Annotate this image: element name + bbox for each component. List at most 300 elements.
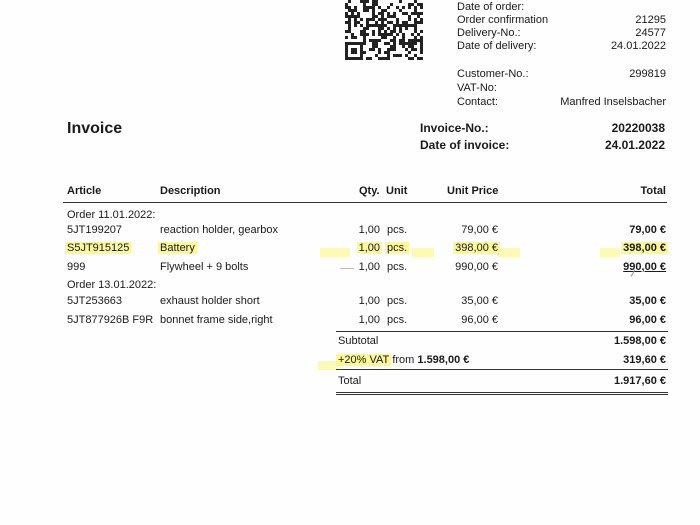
qr-module [363, 36, 366, 39]
qr-module [363, 27, 366, 30]
qr-module [420, 21, 423, 24]
qr-module [375, 0, 378, 3]
qr-module [399, 27, 402, 30]
subtotal-value: 1.598,00 € [614, 335, 666, 347]
qr-module [369, 57, 372, 60]
qr-module [414, 39, 417, 42]
qr-module [345, 30, 348, 33]
delivery-no-value: 24577 [635, 27, 666, 39]
article-cell: 999 [67, 261, 86, 273]
qr-module [405, 42, 408, 45]
qr-module [393, 30, 396, 33]
qr-module [375, 54, 378, 57]
qr-module [378, 39, 381, 42]
highlight-stroke [320, 248, 350, 257]
qty-cell: 1,00 [358, 261, 380, 273]
qr-module [354, 6, 357, 9]
qr-module [372, 33, 375, 36]
unit-cell: pcs. [387, 261, 408, 273]
qr-module [420, 39, 423, 42]
unit-price-cell [455, 242, 498, 254]
vat-rate: +20% VAT [338, 354, 390, 366]
qr-module [402, 24, 405, 27]
qr-module [405, 54, 408, 57]
unit-price-cell: 79,00 € [461, 224, 498, 236]
vat-no-label: VAT-No: [457, 82, 497, 94]
qr-module [414, 12, 417, 15]
qr-module [390, 3, 393, 6]
qr-module [420, 30, 423, 33]
col-header-article: Article [67, 185, 102, 197]
qr-module [393, 42, 396, 45]
qr-module [369, 24, 372, 27]
qr-module [378, 33, 381, 36]
qr-module [414, 18, 417, 21]
qr-module [384, 18, 387, 21]
qr-module [360, 18, 363, 21]
qr-module [393, 45, 396, 48]
contact-label: Contact: [457, 96, 498, 108]
qr-module [345, 15, 348, 18]
order-confirmation-value: 21295 [635, 14, 666, 26]
qr-module [420, 48, 423, 51]
qr-module [363, 6, 366, 9]
qr-module [408, 45, 411, 48]
qr-module [354, 18, 357, 21]
qr-module [417, 57, 420, 60]
qr-module [405, 27, 408, 30]
qr-module [399, 54, 402, 57]
qr-module [363, 9, 366, 12]
date-of-delivery-value: 24.01.2022 [610, 40, 666, 52]
qr-module [378, 12, 381, 15]
total-cell: 79,00 € [629, 224, 666, 236]
total-highlight: 398,00 € [623, 242, 666, 254]
order-group-label: Order 13.01.2022: [67, 279, 157, 291]
qr-module [414, 48, 417, 51]
unit-price-cell: 35,00 € [461, 295, 498, 307]
qr-module [393, 12, 396, 15]
qr-module [363, 42, 366, 45]
qr-module [408, 39, 411, 42]
col-header-total: Total [640, 185, 666, 197]
qr-module [408, 3, 411, 6]
qr-module [420, 42, 423, 45]
invoice-date-label: Date of invoice: [420, 138, 510, 152]
vat-label [338, 354, 469, 366]
qr-module [372, 30, 375, 33]
qr-module [363, 30, 366, 33]
qty-cell: 1,00 [358, 314, 380, 326]
qr-module [363, 33, 366, 36]
qr-module [417, 39, 420, 42]
qr-module [387, 27, 390, 30]
qr-module [381, 57, 384, 60]
order-confirmation-label: Order confirmation [457, 14, 549, 26]
vat-divider [336, 369, 668, 370]
qr-module [402, 42, 405, 45]
customer-no-value: 299819 [629, 68, 666, 80]
qr-module [399, 24, 402, 27]
qr-module [396, 21, 399, 24]
qr-module [372, 3, 375, 6]
qr-module [420, 3, 423, 6]
qr-module [351, 48, 357, 54]
total-cell: 96,00 € [629, 314, 666, 326]
qr-module [348, 21, 351, 24]
highlight-stroke [318, 361, 338, 370]
description-cell: exhaust holder short [160, 295, 260, 307]
qr-module [348, 9, 351, 12]
article-cell: 5JT877926B F9R [67, 314, 154, 326]
qr-module [390, 45, 393, 48]
qr-module [351, 12, 354, 15]
qr-module [363, 3, 366, 6]
qr-module [384, 36, 387, 39]
col-header-unit-price: Unit Price [447, 185, 499, 197]
qr-code [345, 0, 423, 60]
qr-module [378, 6, 381, 9]
qr-module [351, 15, 354, 18]
qr-module [411, 3, 414, 6]
qr-module [384, 9, 387, 12]
description-cell: Flywheel + 9 bolts [160, 261, 249, 273]
qr-module [390, 21, 393, 24]
qr-module [384, 42, 387, 45]
qty-highlight: 1,00 [358, 242, 380, 254]
total-double-divider [336, 394, 668, 395]
date-of-order-label: Date of order: [457, 1, 525, 13]
qr-module [390, 30, 393, 33]
unit-cell [387, 242, 407, 254]
unit-price-cell: 990,00 € [455, 261, 498, 273]
qr-module [417, 21, 420, 24]
qr-module [378, 24, 381, 27]
qr-module [393, 36, 396, 39]
qr-module [366, 27, 369, 30]
total-divider [336, 392, 668, 393]
qr-module [381, 9, 384, 12]
qr-module [381, 12, 384, 15]
qr-module [369, 18, 372, 21]
qr-module [420, 36, 423, 39]
qr-module [345, 3, 348, 6]
highlight-stroke [412, 248, 434, 257]
qty-cell: 1,00 [358, 295, 380, 307]
qr-module [408, 24, 411, 27]
qr-module [417, 15, 420, 18]
qr-module [414, 6, 417, 9]
qr-module [366, 9, 369, 12]
qr-module [387, 6, 390, 9]
qr-module [402, 39, 405, 42]
grand-total-value: 1.917,60 € [614, 375, 666, 387]
qr-module [414, 24, 417, 27]
qty-cell: 1,00 [358, 224, 380, 236]
qr-module [348, 6, 351, 9]
qr-module [381, 21, 384, 24]
qr-module [375, 24, 378, 27]
qr-module [393, 48, 396, 51]
qr-module [396, 24, 399, 27]
qr-module [387, 54, 390, 57]
qr-module [396, 33, 399, 36]
qr-module [408, 6, 411, 9]
col-header-unit: Unit [386, 185, 408, 197]
qr-module [402, 12, 405, 15]
unit-price-highlight: 398,00 € [455, 242, 498, 254]
qr-module [366, 57, 369, 60]
qr-module [411, 33, 414, 36]
qr-module [372, 24, 375, 27]
qr-module [357, 21, 360, 24]
qr-module [363, 0, 366, 3]
total-cell [623, 242, 666, 254]
vat-value: 319,60 € [623, 354, 666, 366]
article-cell: 5JT199207 [67, 224, 123, 236]
total-cell: 990,00 € [623, 261, 666, 273]
qr-module [411, 57, 414, 60]
qr-module [402, 6, 405, 9]
description-cell [160, 242, 195, 254]
delivery-no-label: Delivery-No.: [457, 27, 521, 39]
qr-module [366, 18, 369, 21]
qr-module [405, 21, 408, 24]
qr-module [393, 27, 396, 30]
qr-module [375, 15, 378, 18]
unit-cell: pcs. [387, 295, 408, 307]
article-cell [67, 242, 129, 254]
qr-module [372, 18, 375, 21]
qr-module [402, 33, 405, 36]
subtotal-label: Subtotal [338, 335, 379, 347]
qr-module [348, 30, 351, 33]
qr-module [375, 39, 378, 42]
qr-module [378, 51, 381, 54]
highlight-stroke [600, 248, 620, 257]
unit-cell: pcs. [387, 224, 408, 236]
qr-module [396, 54, 399, 57]
unit-cell: pcs. [387, 314, 408, 326]
qr-module [381, 27, 384, 30]
qr-module [417, 33, 420, 36]
qr-module [417, 12, 420, 15]
qr-module [399, 39, 402, 42]
qr-module [387, 12, 390, 15]
qr-module [414, 54, 417, 57]
qr-module [411, 12, 414, 15]
description-highlight: Battery [160, 242, 195, 254]
qr-module [408, 42, 411, 45]
qr-module [348, 15, 351, 18]
qr-module [345, 21, 348, 24]
highlight-stroke [498, 248, 520, 257]
qr-module [372, 39, 375, 42]
qr-module [348, 27, 351, 30]
qr-module [381, 33, 384, 36]
qr-module [348, 18, 351, 21]
qr-module [414, 27, 417, 30]
qr-module [411, 42, 414, 45]
qr-module [360, 0, 363, 3]
col-header-description: Description [160, 185, 221, 197]
summary-divider [336, 331, 668, 332]
total-label: Total [338, 375, 362, 387]
qr-module [381, 15, 384, 18]
qr-module [414, 0, 417, 3]
qr-module [414, 42, 417, 45]
qty-cell [359, 242, 380, 254]
qr-module [372, 15, 375, 18]
qr-module [381, 18, 384, 21]
qr-module [354, 15, 357, 18]
qr-module [396, 18, 399, 21]
qr-module [384, 57, 387, 60]
qr-module [345, 12, 348, 15]
qr-module [420, 45, 423, 48]
qr-module [387, 42, 390, 45]
unit-price-cell: 96,00 € [461, 314, 498, 326]
qr-module [363, 51, 366, 54]
qr-module [393, 39, 396, 42]
qr-module [378, 30, 381, 33]
qr-module [351, 9, 354, 12]
qr-module [408, 15, 411, 18]
unit-highlight: pcs. [387, 242, 408, 254]
qr-module [372, 12, 375, 15]
qr-module [393, 54, 396, 57]
header-divider [63, 202, 667, 203]
qr-module [372, 45, 375, 48]
qr-module [396, 6, 399, 9]
qr-module [414, 21, 417, 24]
qr-module [372, 6, 375, 9]
qr-module [378, 27, 381, 30]
qr-module [375, 3, 378, 6]
qr-module [345, 36, 348, 39]
article-cell: 5JT253663 [67, 295, 123, 307]
description-cell: bonnet frame side,right [160, 314, 273, 326]
qr-module [354, 24, 357, 27]
qr-module [420, 18, 423, 21]
qr-module [363, 39, 366, 42]
qr-module [348, 0, 351, 3]
invoice-date-value: 24.01.2022 [604, 138, 665, 152]
qr-module [387, 33, 390, 36]
pen-mark [340, 268, 354, 269]
qr-module [402, 36, 405, 39]
qr-module [405, 48, 408, 51]
page-title: Invoice [67, 120, 123, 137]
contact-value: Manfred Inselsbacher [560, 96, 666, 108]
qr-module [372, 42, 375, 45]
qr-module [408, 18, 411, 21]
qr-module [351, 36, 354, 39]
qr-module [372, 0, 375, 3]
vat-from-text: from [389, 354, 418, 366]
qr-module [375, 45, 378, 48]
qr-module [411, 48, 414, 51]
qr-module [351, 33, 354, 36]
qr-module [408, 51, 411, 54]
qr-module [420, 6, 423, 9]
qr-module [369, 6, 372, 9]
qr-module [399, 42, 402, 45]
qr-module [387, 48, 390, 51]
qr-module [387, 15, 390, 18]
qr-module [390, 39, 393, 42]
qr-module [345, 6, 348, 9]
description-cell: reaction holder, gearbox [160, 224, 279, 236]
qr-module [369, 39, 372, 42]
qr-module [402, 21, 405, 24]
qr-module [384, 33, 387, 36]
qr-module [387, 21, 390, 24]
qr-module [399, 30, 402, 33]
qr-module [381, 36, 384, 39]
qr-module [375, 21, 378, 24]
qr-module [378, 57, 381, 60]
qr-module [417, 3, 420, 6]
qr-module [369, 48, 372, 51]
qr-module [378, 48, 381, 51]
qr-module [387, 57, 390, 60]
qr-module [387, 51, 390, 54]
qr-module [354, 21, 357, 24]
qr-module [420, 51, 423, 54]
qr-module [378, 18, 381, 21]
qr-module [420, 57, 423, 60]
qr-module [390, 15, 393, 18]
qr-module [372, 9, 375, 12]
qr-module [411, 45, 414, 48]
qr-module [360, 24, 363, 27]
qr-module [375, 42, 378, 45]
qr-module [354, 9, 357, 12]
qr-module [402, 45, 405, 48]
qr-module [405, 12, 408, 15]
qr-module [372, 48, 375, 51]
qr-module [408, 57, 411, 60]
qr-module [411, 39, 414, 42]
qr-module [384, 30, 387, 33]
qr-module [384, 51, 387, 54]
qr-module [414, 9, 417, 12]
qr-module [360, 30, 363, 33]
qr-module [384, 24, 387, 27]
qr-module [354, 36, 357, 39]
qr-module [414, 36, 417, 39]
qr-module [405, 24, 408, 27]
qr-module [390, 48, 393, 51]
date-of-delivery-label: Date of delivery: [457, 40, 537, 52]
qr-module [366, 0, 369, 3]
total-cell: 35,00 € [629, 295, 666, 307]
qr-module [366, 21, 369, 24]
invoice-no-value: 20220038 [611, 121, 665, 135]
customer-no-label: Customer-No.: [457, 68, 529, 80]
qr-module [366, 33, 369, 36]
article-highlight: S5JT915125 [67, 242, 130, 254]
qr-module [399, 0, 402, 3]
qr-module [399, 9, 402, 12]
col-header-qty: Qty. [359, 185, 380, 197]
qr-module [381, 24, 384, 27]
qr-module [393, 24, 396, 27]
qr-module [357, 12, 360, 15]
qr-module [366, 6, 369, 9]
qr-module [357, 15, 360, 18]
